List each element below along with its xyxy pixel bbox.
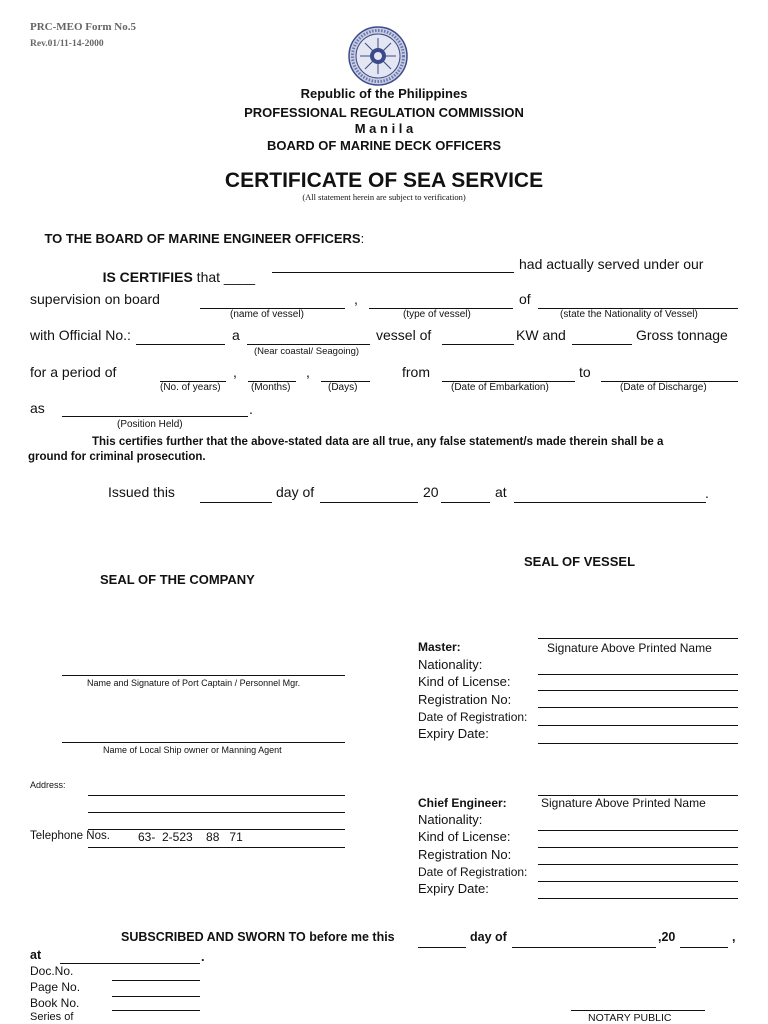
comma: , (306, 364, 310, 380)
at-text: at (495, 484, 507, 500)
of-text: of (519, 291, 531, 307)
chief-license-label: Kind of License: (418, 829, 511, 844)
blank-chief-expiry (538, 898, 738, 899)
blank-book-no (112, 1010, 200, 1011)
blank-gross-tonnage (572, 344, 632, 345)
blank-sworn-day (418, 947, 466, 948)
sworn-year-prefix: ,20 (658, 930, 676, 944)
served-text: had actually served under our (519, 256, 704, 272)
issued-this-text: Issued this (108, 484, 175, 500)
telephone-label: Telephone Nos. (30, 830, 110, 842)
document-title: CERTIFICATE OF SEA SERVICE (224, 169, 544, 192)
ship-owner-line (62, 742, 345, 743)
form-revision: Rev.01/11-14-2000 (30, 39, 104, 49)
certification-statement-line2: ground for criminal prosecution. (28, 451, 206, 463)
label-no-of-years: (No. of years) (160, 382, 221, 393)
master-license-label: Kind of License: (418, 674, 511, 689)
sworn-day-of-text: day of (470, 930, 507, 944)
label-position-held: (Position Held) (117, 419, 183, 430)
port-captain-label: Name and Signature of Port Captain / Personnel Mgr. (87, 678, 301, 688)
master-nationality-label: Nationality: (418, 657, 483, 672)
label-date-embarkation: (Date of Embarkation) (451, 382, 549, 393)
subscribed-sworn-text: SUBSCRIBED AND SWORN TO before me this (121, 930, 395, 944)
page-no-label: Page No. (30, 980, 81, 994)
period-dot: . (249, 401, 253, 417)
sworn-comma: , (732, 930, 736, 944)
blank-sworn-year (680, 947, 728, 948)
blank-master-expiry (538, 743, 738, 744)
master-signature-line (538, 638, 738, 639)
blank-master-registration (538, 707, 738, 708)
blank-master-nationality (538, 674, 738, 675)
sworn-at-text: at (30, 948, 42, 962)
address-label: Address: (30, 780, 66, 790)
form-number: PRC-MEO Form No.5 (30, 21, 137, 33)
city-heading: M a n i l a (354, 121, 414, 136)
blank-chief-license (538, 847, 738, 848)
supervision-text: supervision on board (30, 291, 160, 307)
board-heading: BOARD OF MARINE DECK OFFICERS (267, 138, 501, 153)
blank-issued-place (514, 502, 706, 503)
certifies-rest: that ____ (192, 269, 256, 285)
seal-of-vessel: SEAL OF VESSEL (524, 554, 636, 569)
blank-master-license (538, 690, 738, 691)
doc-no-label: Doc.No. (30, 964, 74, 978)
blank-chief-registration (538, 864, 738, 865)
republic-heading: Republic of the Philippines (300, 86, 468, 101)
blank-chief-registration-date (538, 881, 738, 882)
chief-signature-label: Signature Above Printed Name (541, 796, 706, 810)
book-no-label: Book No. (30, 996, 80, 1010)
master-registration-label: Registration No: (418, 692, 512, 707)
certification-statement-line1: This certifies further that the above-stated data are all true, any false statement/s made therein shall be a (92, 436, 664, 448)
blank-kw (442, 344, 514, 345)
chief-nationality-label: Nationality: (418, 812, 483, 827)
label-months: (Months) (251, 382, 291, 393)
label-name-of-vessel: (name of vessel) (230, 309, 304, 320)
label-date-discharge: (Date of Discharge) (620, 382, 707, 393)
period-text: for a period of (30, 364, 117, 380)
notary-public-label: NOTARY PUBLIC (588, 1012, 672, 1024)
blank-official-no (136, 344, 225, 345)
prc-seal-icon (348, 26, 408, 86)
to-text: to (579, 364, 591, 380)
blank-address-1 (88, 795, 345, 796)
blank-sworn-month (512, 947, 656, 948)
master-signature-label: Signature Above Printed Name (547, 641, 712, 655)
label-nationality-of-vessel: (state the Nationality of Vessel) (560, 309, 698, 320)
blank-position-held (62, 416, 248, 417)
telephone-value: 63- 2-523 88 71 (138, 830, 243, 844)
from-text: from (402, 364, 430, 380)
a-text: a (232, 327, 240, 343)
blank-seafarer-name (272, 272, 514, 273)
year-prefix: 20 (423, 484, 439, 500)
master-registration-date-label: Date of Registration: (418, 710, 528, 724)
master-label: Master: (418, 640, 461, 654)
master-expiry-label: Expiry Date: (418, 726, 489, 741)
commission-heading: PROFESSIONAL REGULATION COMMISSION (244, 105, 524, 120)
label-type-of-vessel: (type of vessel) (403, 309, 471, 320)
blank-address-2 (88, 812, 345, 813)
addressee (30, 219, 364, 258)
chief-registration-date-label: Date of Registration: (418, 865, 528, 879)
blank-sworn-place (60, 963, 200, 964)
addressee-colon: : (360, 231, 365, 246)
vessel-of-text: vessel of (376, 327, 432, 343)
chief-engineer-label: Chief Engineer: (418, 796, 507, 810)
gross-tonnage-text: Gross tonnage (636, 327, 728, 343)
label-days: (Days) (328, 382, 358, 393)
official-no-text: with Official No.: (30, 327, 131, 343)
sworn-dot: . (201, 950, 205, 964)
addressee-text: TO THE BOARD OF MARINE ENGINEER OFFICERS (44, 231, 361, 246)
chief-expiry-label: Expiry Date: (418, 881, 489, 896)
certifies-bold: IS CERTIFIES (102, 269, 193, 285)
blank-issued-year (441, 502, 490, 503)
blank-issued-month (320, 502, 418, 503)
blank-page-no (112, 996, 200, 997)
seal-of-company: SEAL OF THE COMPANY (100, 572, 255, 587)
label-near-coastal: (Near coastal/ Seagoing) (254, 346, 360, 357)
blank-doc-no (112, 980, 200, 981)
blank-master-registration-date (538, 725, 738, 726)
as-text: as (30, 400, 45, 416)
comma: , (354, 291, 358, 307)
notary-signature-line (571, 1010, 705, 1011)
blank-vessel-category (247, 344, 370, 345)
series-of-label: Series of (30, 1011, 74, 1023)
port-captain-signature-line (62, 675, 345, 676)
issued-dot: . (705, 485, 709, 501)
blank-issued-day (200, 502, 272, 503)
document-subtitle: (All statement herein are subject to verification) (302, 192, 466, 202)
chief-registration-label: Registration No: (418, 847, 512, 862)
day-of-text: day of (276, 484, 315, 500)
ship-owner-label: Name of Local Ship owner or Manning Agent (103, 745, 282, 755)
telephone-line (88, 847, 345, 848)
kw-and-text: KW and (516, 327, 566, 343)
comma: , (233, 364, 237, 380)
blank-chief-nationality (538, 830, 738, 831)
